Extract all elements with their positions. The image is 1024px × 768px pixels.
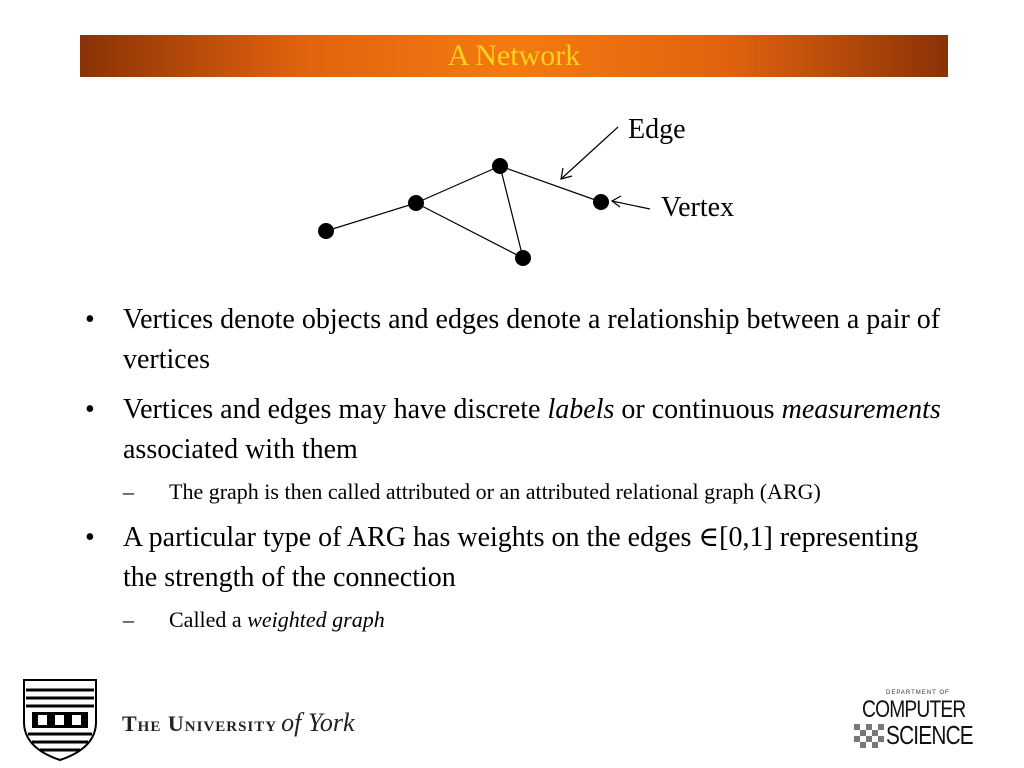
graph-vertex: [492, 158, 508, 174]
graph-vertex: [318, 223, 334, 239]
checker-pattern-icon: [854, 724, 888, 754]
graph-edge: [500, 166, 601, 202]
edge-label: Edge: [628, 114, 686, 145]
bullet-text: associated with them: [123, 434, 358, 465]
graph-vertex: [515, 250, 531, 266]
italic-term: measurements: [781, 394, 941, 425]
graph-vertex: [593, 194, 609, 210]
university-logo: [122, 708, 355, 738]
italic-term: labels: [547, 394, 615, 425]
bullet-item: [85, 518, 945, 598]
slide-title: A Network: [447, 39, 581, 72]
graph-vertex: [408, 195, 424, 211]
department-line1: COMPUTER: [862, 696, 966, 723]
vertex-pointer-arrow: [612, 196, 650, 209]
network-diagram: [0, 0, 1024, 300]
graph-edge: [416, 166, 500, 203]
bullet-text: A particular type of ARG has weights on the edges ∈[0,1] representing the strength of the connection: [123, 522, 919, 593]
sub-bullet-item: [123, 604, 945, 636]
edge-pointer-arrow: [561, 127, 618, 179]
graph-edge: [416, 203, 523, 258]
sub-bullet-text: Called a: [169, 607, 248, 632]
sub-bullet-item: [123, 476, 945, 508]
university-script: of York: [281, 708, 355, 737]
department-small-text: DEPARTMENT OF: [886, 690, 950, 696]
graph-edge: [326, 203, 416, 231]
bullet-text: Vertices denote objects and edges denote a relationship between a pair of vertices: [123, 304, 941, 375]
bullet-item: [85, 300, 945, 380]
bullet-text: or continuous: [614, 394, 782, 425]
department-line2: SCIENCE: [886, 720, 973, 750]
university-name: The University: [122, 711, 278, 736]
graph-edge: [500, 166, 523, 258]
italic-term: weighted graph: [247, 607, 385, 632]
university-shield-icon: [22, 678, 98, 762]
vertex-label: Vertex: [661, 192, 735, 223]
department-logo: [852, 690, 973, 754]
bullet-list: [85, 300, 945, 646]
bullet-text: Vertices and edges may have discrete: [123, 394, 548, 425]
bullet-item: [85, 390, 945, 470]
sub-bullet-text: The graph is then called attributed or an attributed relational graph (ARG): [169, 479, 821, 504]
